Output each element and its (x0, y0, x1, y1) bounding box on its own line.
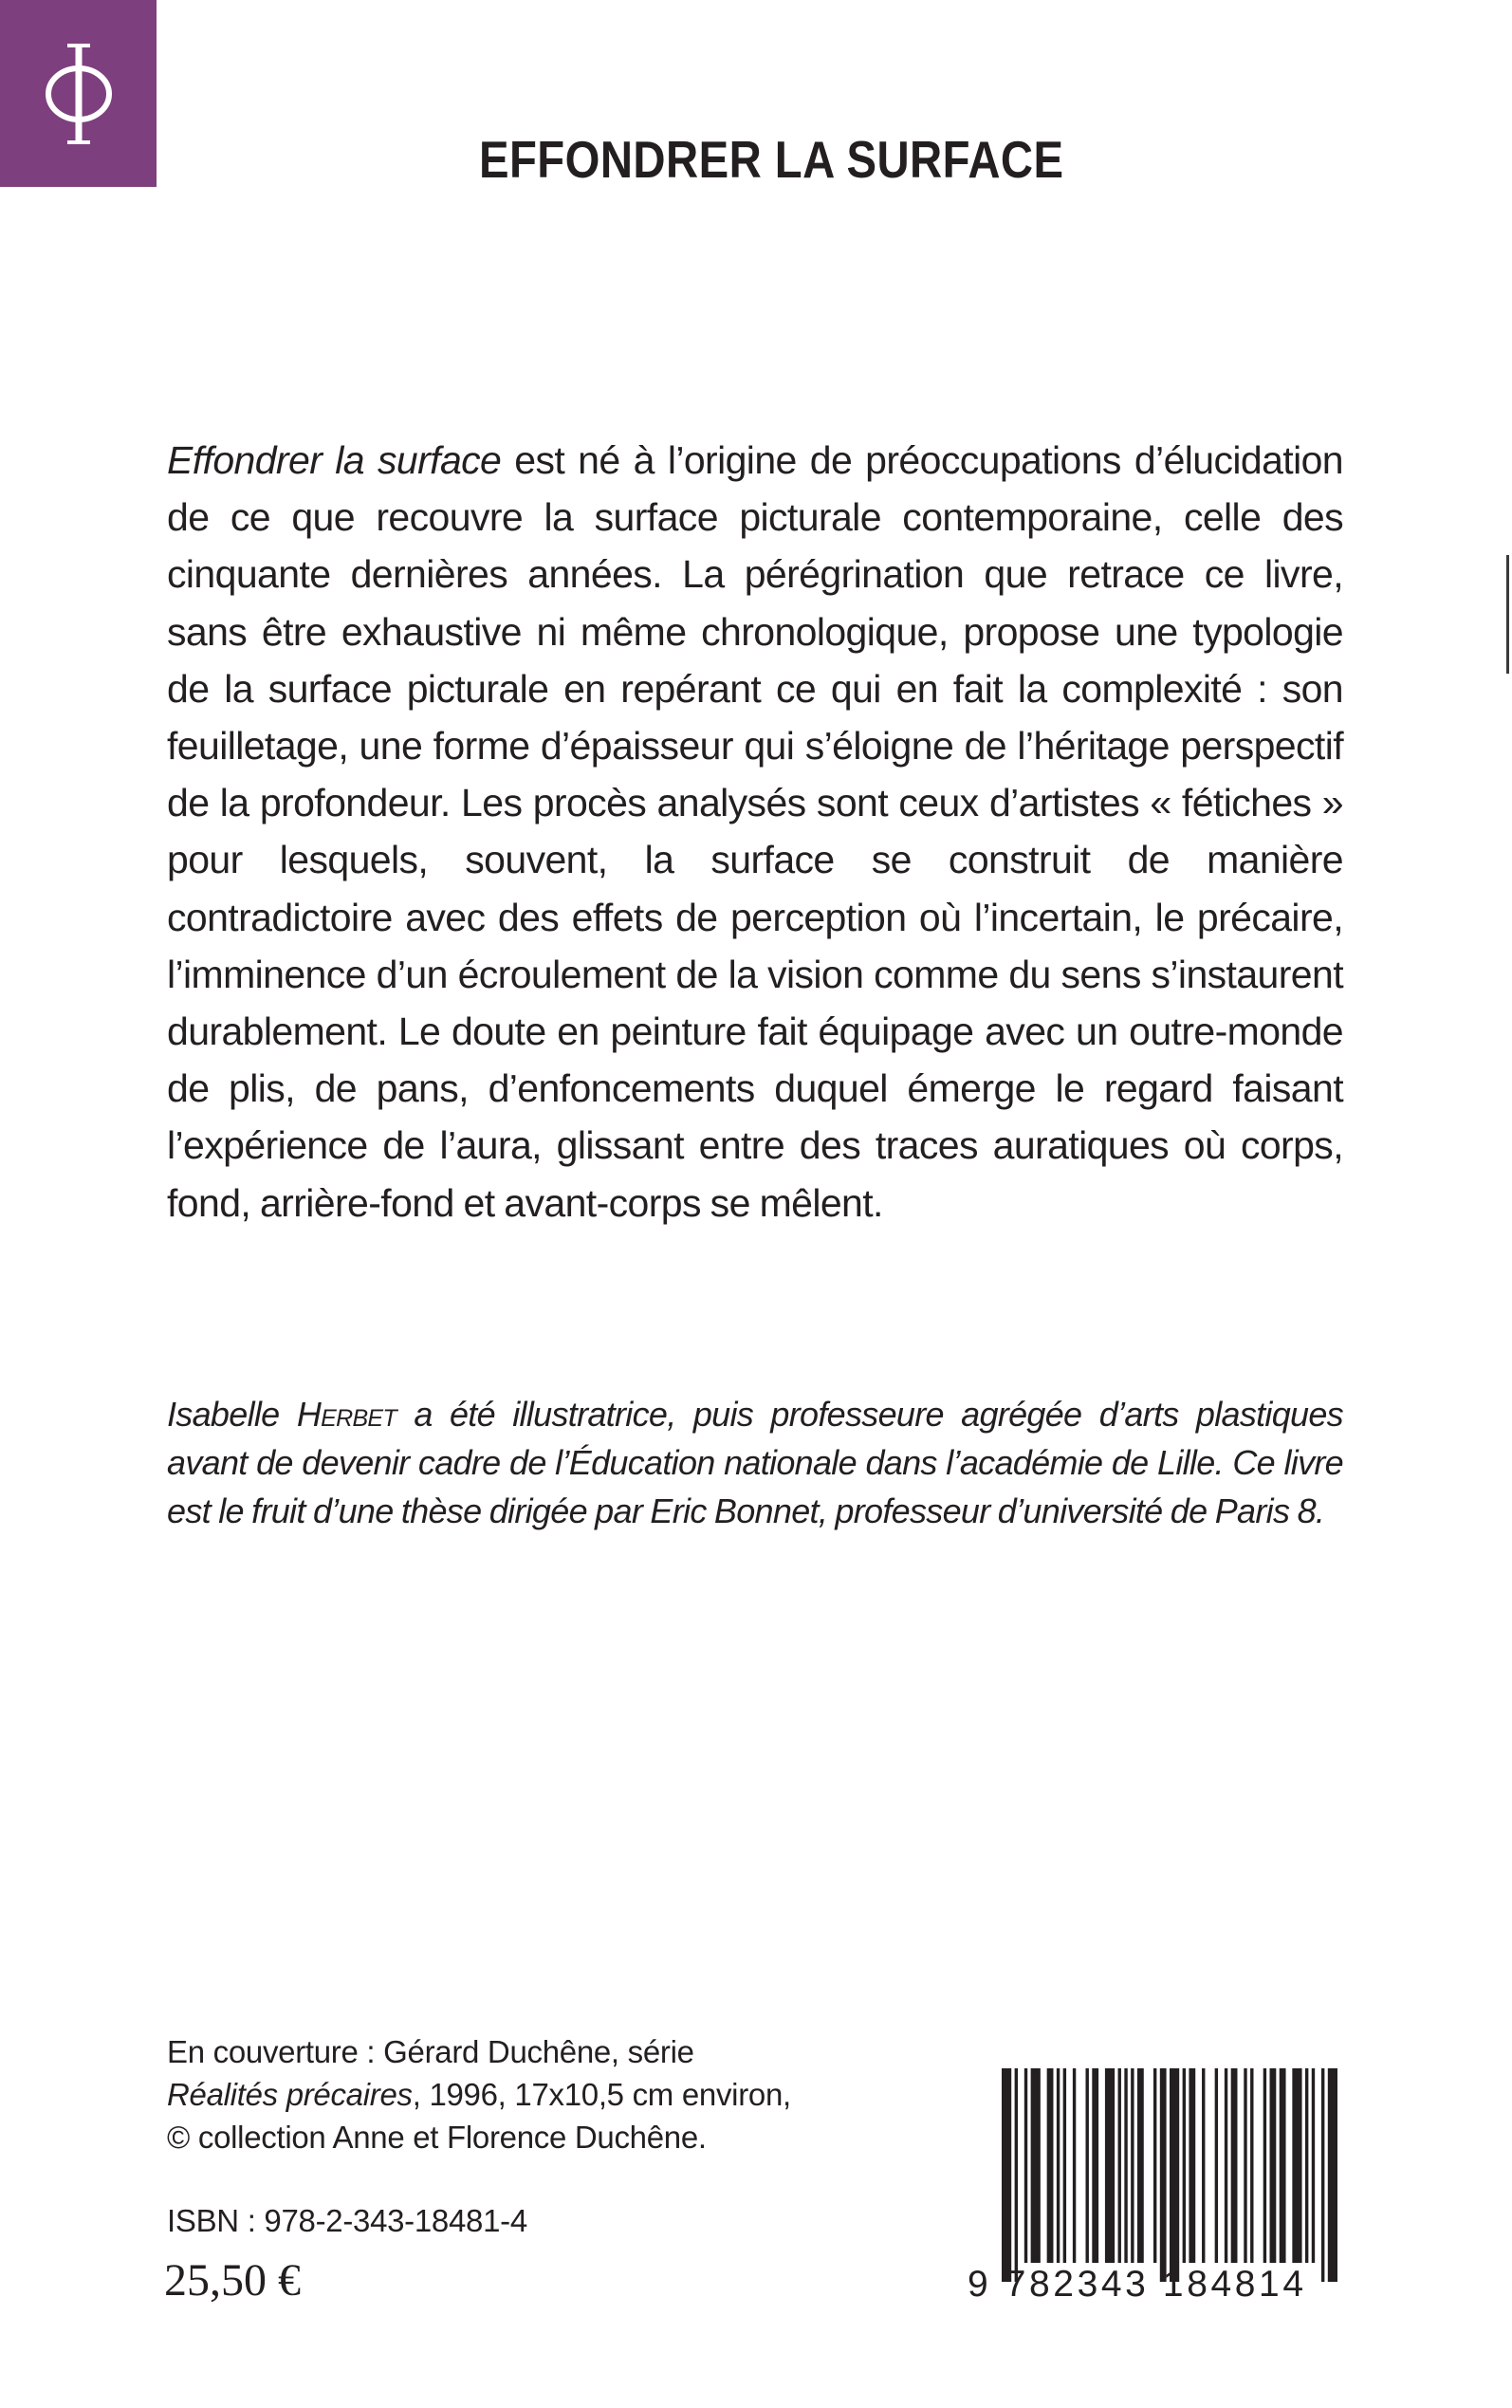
barcode-bar (1073, 2068, 1076, 2263)
artwork-series-title: Réalités précaires (167, 2077, 413, 2112)
author-bio (167, 1390, 1343, 1535)
barcode-bar (1321, 2068, 1324, 2282)
barcode-bar (1292, 2068, 1301, 2263)
price: 25,50 € (164, 2255, 301, 2306)
barcode-bar (1170, 2068, 1179, 2282)
edge-mark (1506, 555, 1509, 674)
barcode-bar (1047, 2068, 1054, 2263)
barcode-bar (1118, 2068, 1121, 2263)
blurb-text: est né à l’origine de préoccupations d’élucidation de ce que recouvre la surface picturale contemporaine, celle des cinquante dernières années. La pérégrination que retrace ce livre, sans être exhaustive ni même chronologique, propose une typologie de la surface picturale en repérant ce qui en fait la complexité : son feuilletage, une forme d’épaisseur qui s’éloigne de l’héritage perspectif de la profondeur. Les procès analysés sont ceux d’artistes « fétiches » pour lesquels, souvent, la surface se construit de manière contradictoire avec des effets de perception où l’incertain, le précaire, l’imminence d’un écroulement de la vision comme du sens s’instaurent durablement. Le doute en peinture fait équipage avec un outre-monde de plis, de pans, d’enfoncements duquel émerge le regard faisant l’expérience de l’aura, glissant entre des traces auratiques où corps, fond, arrière-fond et avant-corps se mêlent. (167, 438, 1343, 1225)
barcode-bar (1312, 2068, 1315, 2263)
barcode-bar (1215, 2068, 1218, 2263)
barcode (958, 2068, 1337, 2315)
cover-credit-line-2 (167, 2073, 926, 2116)
phi-icon (39, 38, 119, 150)
barcode-bar (1231, 2068, 1238, 2263)
publisher-logo (0, 0, 157, 187)
barcode-bar (1160, 2068, 1167, 2282)
barcode-bar (1092, 2068, 1098, 2263)
barcode-bar (1280, 2068, 1286, 2263)
book-title: EFFONDRER LA SURFACE (479, 130, 1064, 189)
blurb-title: Effondrer la surface (167, 438, 502, 482)
barcode-bar (1250, 2068, 1253, 2263)
barcode-icon (1002, 2068, 1337, 2282)
cover-credit-line-1: En couverture : Gérard Duchêne, série (167, 2034, 694, 2069)
isbn: ISBN : 978-2-343-18481-4 (167, 2203, 527, 2238)
barcode-bar (1270, 2068, 1277, 2263)
barcode-bar (1202, 2068, 1205, 2263)
barcode-bar (1305, 2068, 1308, 2263)
barcode-digits: 9 782343 184814 (968, 2264, 1307, 2305)
barcode-bar (1183, 2068, 1186, 2263)
barcode-bar (1105, 2068, 1115, 2263)
barcode-bar (1244, 2068, 1246, 2263)
barcode-bar (1328, 2068, 1337, 2282)
barcode-bar (1137, 2068, 1144, 2263)
barcode-bar (1015, 2068, 1018, 2282)
book-blurb (167, 432, 1343, 1232)
cover-credit (167, 2030, 926, 2158)
artwork-details: , 1996, 17x10,5 cm environ, (412, 2077, 791, 2112)
barcode-bar (1086, 2068, 1089, 2263)
author-bio-text: a été illustratrice, puis professeure agrégée d’arts plastiques avant de devenir cadre de l’Éducation nationale dans l’académie de Lille. Ce livre est le fruit d’une thèse dirigée par Eric Bonnet, professeur d’université de Paris 8. (167, 1395, 1343, 1530)
barcode-bar (1124, 2068, 1127, 2263)
barcode-bar (1263, 2068, 1266, 2263)
author-first-name: Isabelle (167, 1395, 280, 1434)
barcode-bar (1024, 2068, 1027, 2263)
barcode-bar (1131, 2068, 1134, 2263)
barcode-bar (1002, 2068, 1011, 2282)
barcode-bar (1063, 2068, 1066, 2263)
barcode-bar (1153, 2068, 1156, 2263)
barcode-bar (1189, 2068, 1195, 2263)
barcode-bar (1031, 2068, 1041, 2263)
cover-credit-line-3: © collection Anne et Florence Duchêne. (167, 2120, 707, 2155)
barcode-bar (1057, 2068, 1060, 2263)
author-last-name: Herbet (296, 1395, 396, 1434)
barcode-bar (1225, 2068, 1227, 2263)
